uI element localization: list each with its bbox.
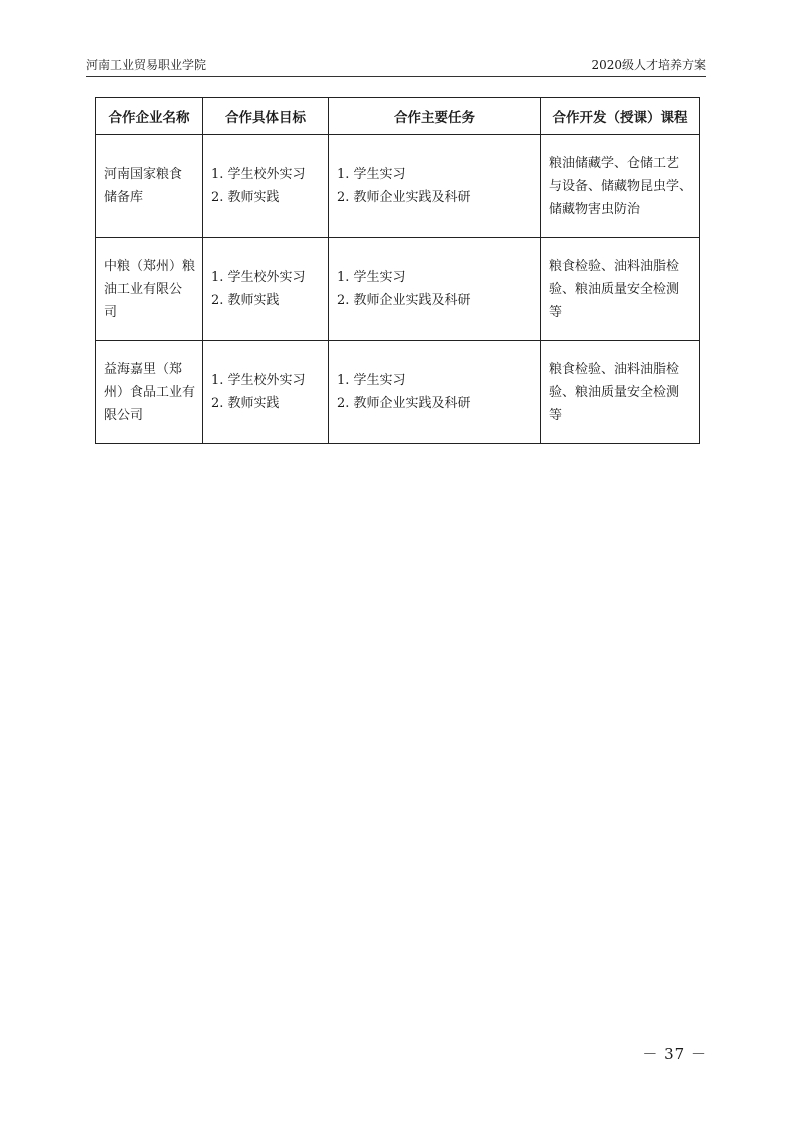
task-item: 2. 教师企业实践及科研 (337, 396, 471, 411)
tasks-cell (329, 135, 541, 238)
cooperation-table (95, 97, 700, 444)
goal-item: 2. 教师实践 (211, 396, 280, 411)
company-line: 益海嘉里（郑 (104, 361, 183, 377)
company-line: 限公司 (104, 407, 144, 423)
institution-name: 河南工业贸易职业学院 (86, 58, 207, 72)
document-title: 2020级人才培养方案 (591, 58, 706, 72)
column-header-goals: 合作具体目标 (203, 98, 329, 135)
goal-item: 2. 教师实践 (211, 190, 280, 205)
column-header-courses: 合作开发（授课）课程 (541, 98, 700, 135)
goals-cell (203, 135, 329, 238)
goal-item: 1. 学生校外实习 (211, 270, 306, 285)
course-line: 验、粮油质量安全检测 (549, 384, 680, 400)
goal-item: 1. 学生校外实习 (211, 167, 306, 182)
course-line: 粮油储藏学、仓储工艺 (549, 155, 680, 171)
task-item: 1. 学生实习 (337, 373, 406, 388)
company-line: 油工业有限公 (104, 281, 183, 297)
table-row (96, 238, 700, 341)
courses-cell (541, 341, 700, 444)
task-item: 1. 学生实习 (337, 270, 406, 285)
task-item: 2. 教师企业实践及科研 (337, 293, 471, 308)
company-cell (96, 341, 203, 444)
column-header-tasks: 合作主要任务 (329, 98, 541, 135)
company-line: 州）食品工业有 (104, 384, 196, 400)
task-item: 2. 教师企业实践及科研 (337, 190, 471, 205)
company-line: 河南国家粮食 (104, 167, 183, 182)
company-line: 储备库 (104, 190, 144, 205)
tasks-cell (329, 341, 541, 444)
goal-item: 1. 学生校外实习 (211, 373, 306, 388)
goal-item: 2. 教师实践 (211, 293, 280, 308)
task-item: 1. 学生实习 (337, 167, 406, 182)
page-number: － 37 － (642, 1045, 707, 1063)
course-line: 粮食检验、油料油脂检 (549, 361, 680, 377)
goals-cell (203, 238, 329, 341)
course-line: 验、粮油质量安全检测 (549, 281, 680, 297)
table-row (96, 341, 700, 444)
goals-cell (203, 341, 329, 444)
company-cell (96, 238, 203, 341)
tasks-cell (329, 238, 541, 341)
page-header (86, 54, 706, 77)
company-line: 中粮（郑州）粮 (104, 258, 196, 274)
courses-cell (541, 238, 700, 341)
table-header-row (96, 98, 700, 135)
column-header-company: 合作企业名称 (96, 98, 203, 135)
table-row (96, 135, 700, 238)
course-line: 与设备、储藏物昆虫学、 (549, 178, 693, 194)
courses-cell (541, 135, 700, 238)
company-cell (96, 135, 203, 238)
course-line: 等 (549, 407, 563, 423)
course-line: 等 (549, 304, 563, 320)
course-line: 储藏物害虫防治 (549, 201, 641, 217)
company-line: 司 (104, 304, 118, 320)
course-line: 粮食检验、油料油脂检 (549, 258, 680, 274)
